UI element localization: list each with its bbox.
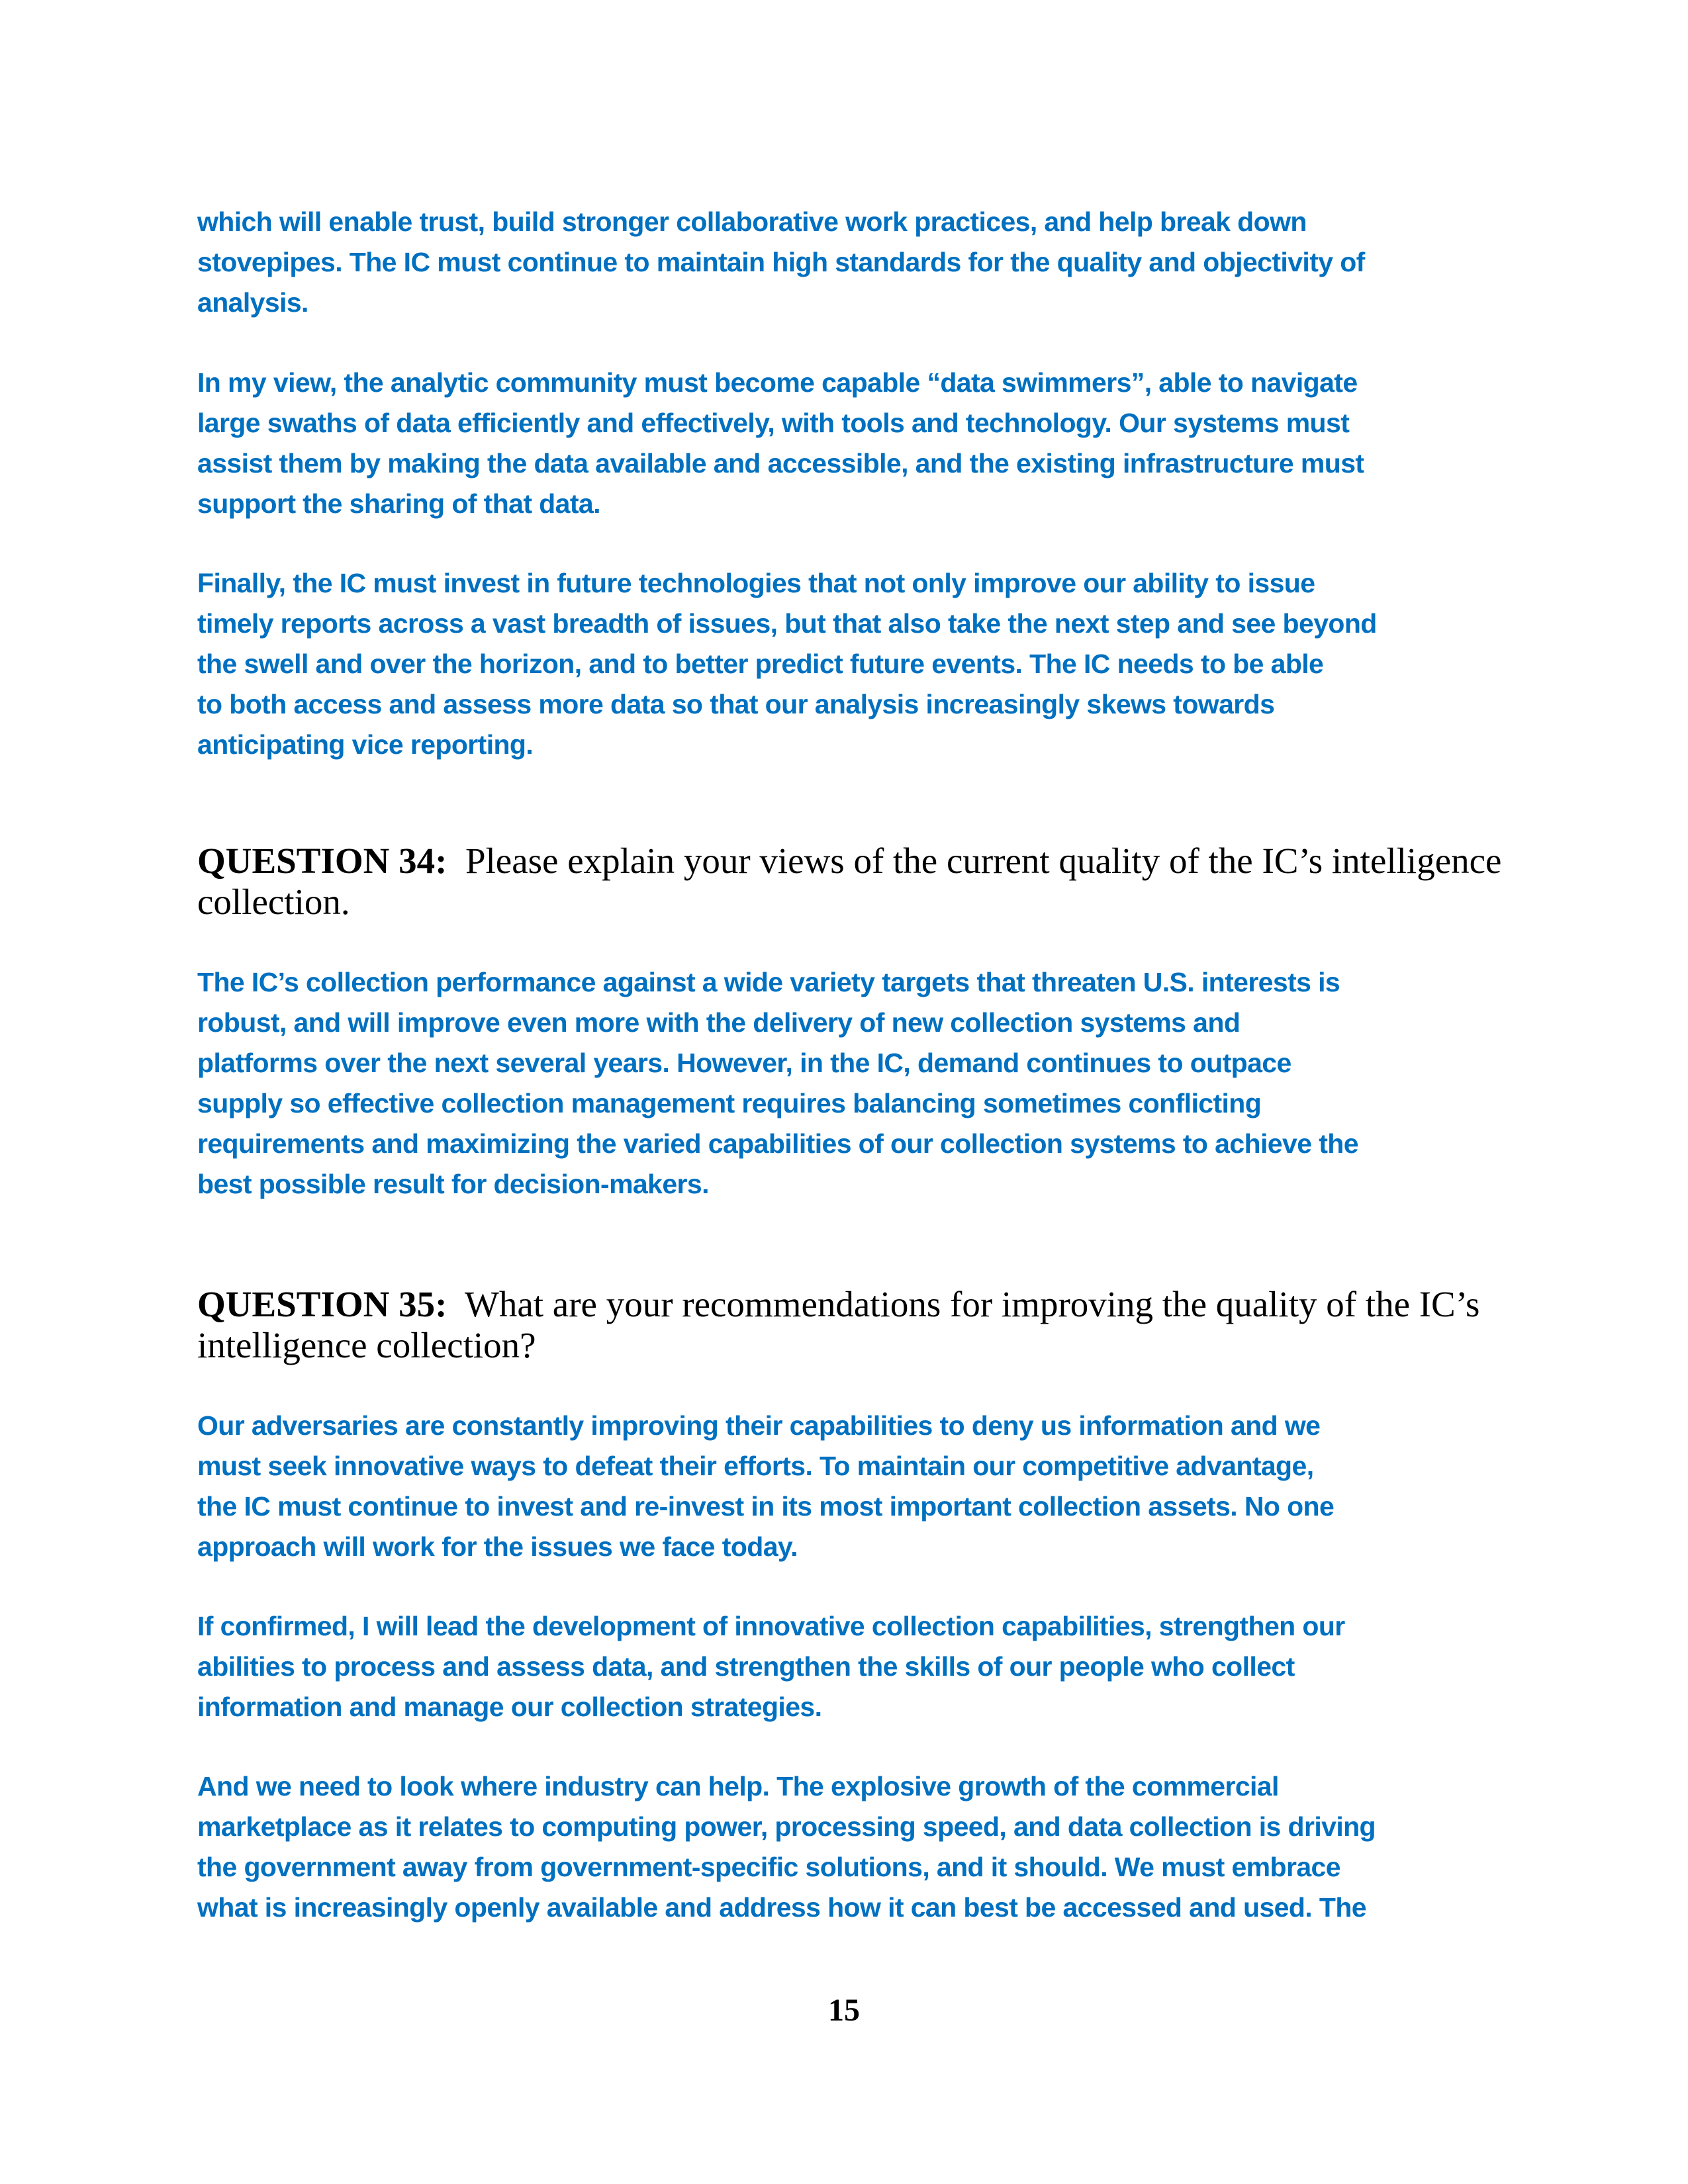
question-text: What are your recommendations for improving the quality of the IC’s [464,1284,1480,1324]
text-line: the swell and over the horizon, and to better predict future events. The IC needs to be able [197,649,1324,679]
question-label: QUESTION 35: [197,1284,447,1324]
question-34 [197,841,1501,923]
question-text: Please explain your views of the current quality of the IC’s intelligence [465,841,1502,881]
text-line: In my view, the analytic community must become capable “data swimmers”, able to navigate [197,367,1358,398]
text-line: information and manage our collection strategies. [197,1692,822,1722]
answer-paragraph [197,563,1377,765]
text-line: best possible result for decision-makers. [197,1169,709,1199]
text-line: The IC’s collection performance against a wide variety targets that threaten U.S. interests is [197,967,1340,997]
text-line: robust, and will improve even more with the delivery of new collection systems and [197,1007,1241,1038]
question-35 [197,1284,1479,1366]
answer-paragraph [197,363,1364,524]
text-line: the government away from government-specific solutions, and it should. We must embrace [197,1852,1340,1882]
text-line: supply so effective collection management requires balancing sometimes conflicting [197,1088,1262,1118]
text-line: analysis. [197,287,308,318]
text-line: to both access and assess more data so that our analysis increasingly skews towards [197,689,1275,719]
answer-paragraph [197,962,1358,1205]
text-line: anticipating vice reporting. [197,729,534,760]
question-text: collection. [197,882,350,922]
text-line: marketplace as it relates to computing power, processing speed, and data collection is driving [197,1811,1376,1842]
page-number: 15 [828,1993,860,2028]
answer-paragraph [197,202,1365,323]
text-line: must seek innovative ways to defeat their efforts. To maintain our competitive advantage, [197,1451,1314,1481]
text-line: abilities to process and assess data, and strengthen the skills of our people who collect [197,1651,1295,1682]
text-line: which will enable trust, build stronger collaborative work practices, and help break down [197,206,1307,237]
text-line: what is increasingly openly available and address how it can best be accessed and used. The [197,1892,1366,1923]
text-line: support the sharing of that data. [197,488,600,519]
text-line: If confirmed, I will lead the development of innovative collection capabilities, strengthen our [197,1611,1345,1641]
answer-paragraph [197,1606,1345,1727]
text-line: platforms over the next several years. However, in the IC, demand continues to outpace [197,1048,1291,1078]
text-line: Our adversaries are constantly improving their capabilities to deny us information and we [197,1410,1321,1441]
question-text: intelligence collection? [197,1325,536,1365]
answer-paragraph [197,1406,1334,1567]
text-line: And we need to look where industry can help. The explosive growth of the commercial [197,1771,1279,1801]
question-label: QUESTION 34: [197,841,447,881]
answer-paragraph [197,1766,1376,1928]
text-line: large swaths of data efficiently and effectively, with tools and technology. Our systems must [197,408,1350,438]
text-line: the IC must continue to invest and re-invest in its most important collection assets. No one [197,1491,1335,1522]
text-line: approach will work for the issues we face today. [197,1531,798,1562]
text-line: Finally, the IC must invest in future technologies that not only improve our ability to issue [197,568,1315,598]
text-line: stovepipes. The IC must continue to maintain high standards for the quality and objectivity of [197,247,1365,277]
text-line: assist them by making the data available and accessible, and the existing infrastructure must [197,448,1364,478]
text-line: timely reports across a vast breadth of issues, but that also take the next step and see beyond [197,608,1377,639]
text-line: requirements and maximizing the varied capabilities of our collection systems to achieve the [197,1128,1358,1159]
